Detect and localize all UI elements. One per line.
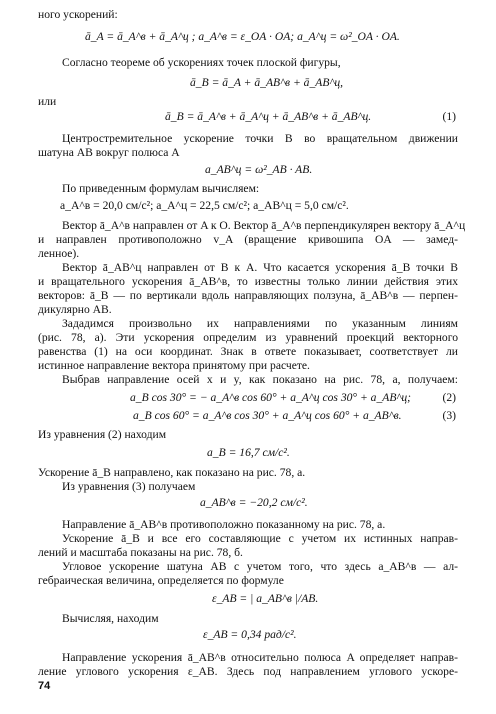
results-line: a_A^в = 20,0 см/с²; a_A^ц = 22,5 см/с²; a_AB^ц = 5,0 см/с². (60, 199, 349, 212)
equation: ā_B = ā_A + ā_AB^в + ā_AB^ц, (190, 76, 344, 89)
text-line: Направление ускорения ā_AB^в относительно полюса A определяет направ- (62, 651, 458, 664)
text-line: Ускорение ā_B и все его составляющие с учетом их истинных направ- (62, 532, 458, 545)
text-line: (рис. 78, а). Эти ускорения определим из уравнений проекций векторного (38, 331, 458, 344)
equation: a_AB^ц = ω²_AB · AB. (205, 163, 313, 176)
text-line: Направление ā_AB^в противоположно показанному на рис. 78, а. (62, 518, 386, 531)
text-line: Вычисляя, находим (62, 612, 159, 625)
text-line: Зададимся произвольно их направлениями по указанным линиям (62, 317, 458, 330)
equation: a_B cos 60° = a_A^в cos 30° + a_A^ц cos 60° + a_AB^в. (133, 409, 402, 422)
text-line: дикулярно AB. (38, 303, 112, 316)
text-line: По приведенным формулам вычисляем: (62, 182, 260, 195)
text-line: шатуна AB вокруг полюса A (38, 146, 180, 159)
text-line: лений и масштаба показаны на рис. 78, б. (38, 546, 243, 559)
text-line: Согласно теореме об ускорениях точек плоской фигуры, (62, 56, 341, 69)
text-line: гебраическая величина, определяется по формуле (38, 574, 284, 587)
page-number: 74 (38, 680, 51, 692)
equation: ā_A = ā_A^в + ā_A^ц ; a_A^в = ε_OA · OA; a_A^ц = ω²_OA · OA. (85, 30, 400, 43)
text-line: равенства (1) на оси координат. Знак в ответе показывает, соответствует ли (38, 345, 458, 358)
text-line: Вектор ā_AB^ц направлен от B к A. Что касается ускорения ā_B точки B (62, 261, 458, 274)
equation: ε_AB = | a_AB^в |/AB. (212, 592, 319, 605)
text-line: ного ускорений: (38, 8, 118, 21)
equation-number: (2) (442, 391, 456, 404)
equation: ā_B = ā_A^в + ā_A^ц + ā_AB^в + ā_AB^ц. (165, 110, 372, 123)
equation: a_AB^в = −20,2 см/с². (200, 496, 308, 509)
equation-number: (3) (442, 409, 456, 422)
text-line: ление углового ускорения ε_AB. Здесь под направлением углового ускоре- (38, 665, 458, 678)
equation: ε_AB = 0,34 рад/с². (203, 628, 297, 641)
text-line: Выбрав направление осей x и y, как показано на рис. 78, а, получаем: (62, 373, 458, 386)
text-line: Ускорение ā_B направлено, как показано на рис. 78, а. (38, 466, 306, 479)
text-line: и вращательного ускорения ā_AB^в, то известны только линии действия этих (38, 275, 458, 288)
text-line: и направлен противоположно v_A (вращение кривошипа OA — замед- (38, 233, 458, 246)
equation-number: (1) (442, 110, 456, 123)
text-line: или (38, 95, 57, 108)
equation: a_B = 16,7 см/с². (207, 446, 290, 459)
text-line: ленное). (38, 247, 80, 260)
text-line: Угловое ускорение шатуна AB с учетом того, что здесь a_AB^в — ал- (62, 560, 458, 573)
text-line: Из уравнения (3) получаем (62, 480, 196, 493)
text-line: Центростремительное ускорение точки B во вращательном движении (62, 132, 458, 145)
text-line: векторов: ā_B — по вертикали вдоль направляющих ползуна, ā_AB^в — перпен- (38, 289, 458, 302)
text-line: Вектор ā_A^в направлен от A к O. Вектор ā_A^в перпендикулярен вектору ā_A^ц (62, 219, 466, 232)
equation: a_B cos 30° = − a_A^в cos 60° + a_A^ц cos 30° + a_AB^ц; (130, 391, 411, 404)
text-line: Из уравнения (2) находим (38, 428, 167, 441)
text-line: истинное направление вектора принятому при расчете. (38, 359, 310, 372)
